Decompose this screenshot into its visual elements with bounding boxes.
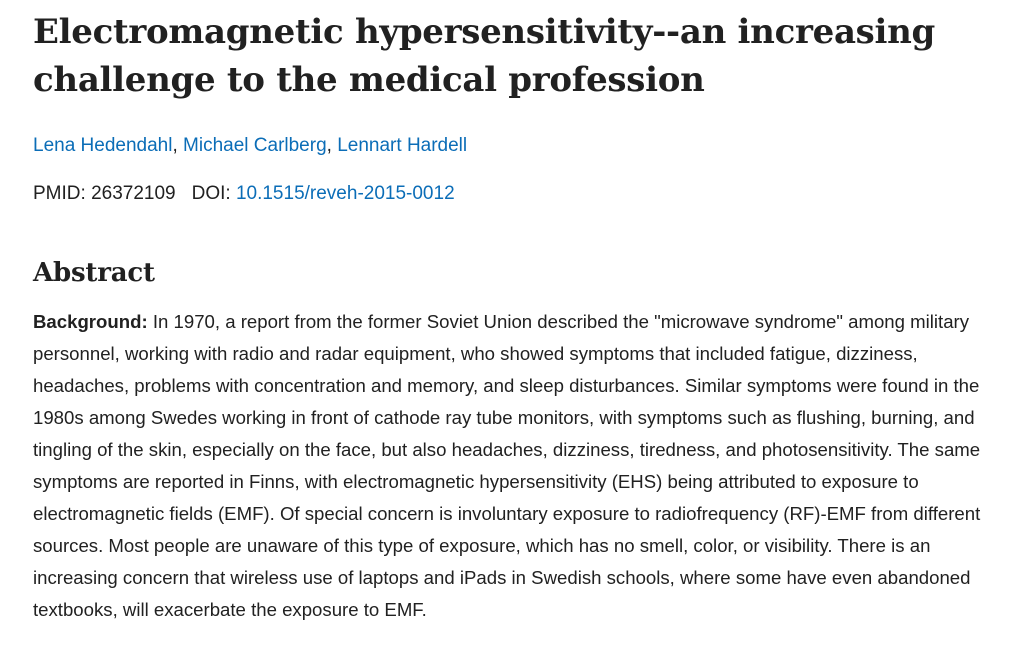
doi-link[interactable]: 10.1515/reveh-2015-0012 xyxy=(235,183,455,204)
article xyxy=(33,0,993,626)
abstract-heading: Abstract xyxy=(33,258,155,288)
author-separator: , xyxy=(326,135,338,156)
doi-label: DOI: xyxy=(191,183,231,204)
author-link[interactable]: Lena Hedendahl xyxy=(33,135,173,156)
author-separator: , xyxy=(172,135,184,156)
author-link[interactable]: Michael Carlberg xyxy=(183,135,327,156)
background-label: Background: xyxy=(33,311,148,332)
pmid-label: PMID: xyxy=(33,183,86,204)
article-title: Electromagnetic hypersensitivity--an increasing challenge to the medical profession xyxy=(33,12,936,100)
abstract-background xyxy=(33,306,993,626)
background-text: In 1970, a report from the former Soviet Union described the "microwave syndrome" among military personnel, working with radio and radar equipment, who showed symptoms that included fatigue, dizziness, headaches, problems with concentration and memory, and sleep disturbances. Similar symptoms were found in the 1980s among Swedes working in front of cathode ray tube monitors, with symptoms such as flushing, burning, and tingling of the skin, especially on the face, but also headaches, dizziness, tiredness, and photosensitivity. The same symptoms are reported in Finns, with electromagnetic hypersensitivity (EHS) being attributed to exposure to electromagnetic fields (EMF). Of special concern is involuntary exposure to radiofrequency (RF)-EMF from different sources. Most people are unaware of this type of exposure, which has no smell, color, or visibility. There is an increasing concern that wireless use of laptops and iPads in Swedish schools, where some have even abandoned textbooks, will exacerbate the exposure to EMF. xyxy=(33,311,981,620)
author-list xyxy=(33,133,993,159)
article-identifiers xyxy=(33,181,993,207)
pmid-value: 26372109 xyxy=(91,183,176,204)
author-link[interactable]: Lennart Hardell xyxy=(337,135,468,156)
